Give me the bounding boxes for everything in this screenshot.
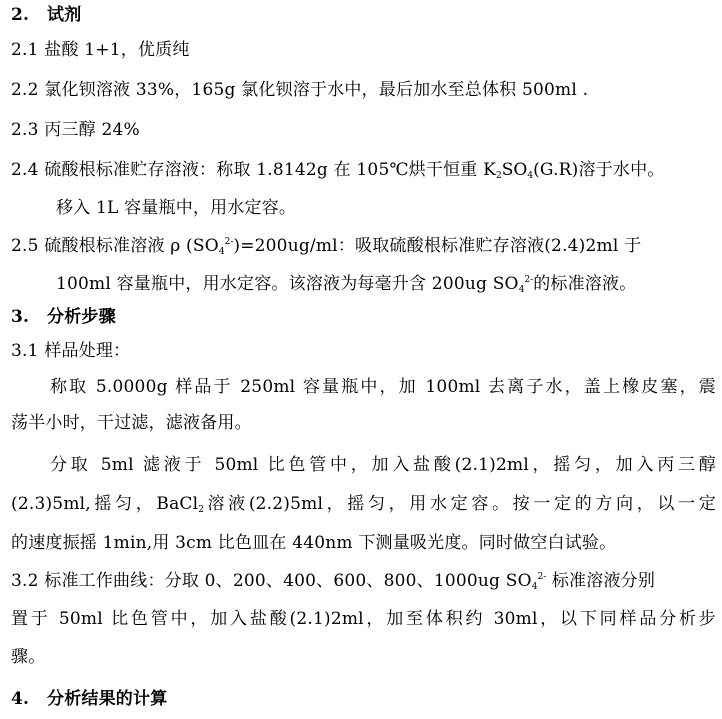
item-text: )=200ug/ml：吸取硫酸根标准贮存溶液(2.4)2ml 于 bbox=[233, 236, 642, 256]
subscript: 2 bbox=[198, 505, 204, 515]
paragraph-2-line-2 bbox=[11, 491, 716, 517]
section-number: 3. bbox=[11, 307, 30, 327]
subscript: 4 bbox=[527, 171, 534, 181]
item-2-4 bbox=[11, 157, 716, 183]
superscript: 2- bbox=[524, 275, 534, 285]
section-number: 4. bbox=[11, 689, 30, 709]
subscript: 2 bbox=[496, 171, 502, 181]
subscript: 4 bbox=[518, 285, 525, 295]
item-text: 3.2 标准工作曲线：分取 0、200、400、600、800、1000ug SO bbox=[11, 571, 532, 591]
item-3-2-line-2: 置于 50ml 比色管中，加入盐酸(2.1)2ml，加至体积约 30ml，以下同样品分析步 bbox=[11, 609, 716, 629]
item-text: 的标准溶液。 bbox=[533, 274, 637, 294]
paragraph-2-line-1: 分取 5ml 滤液于 50ml 比色管中，加入盐酸(2.1)2ml，摇匀，加入丙三醇 bbox=[50, 455, 716, 475]
item-2-4-continuation: 移入 1L 容量瓶中，用水定容。 bbox=[56, 198, 297, 218]
subscript: 4 bbox=[531, 582, 538, 592]
item-3-2 bbox=[11, 568, 716, 594]
section-number: 2. bbox=[11, 5, 30, 25]
section-title: 分析结果的计算 bbox=[47, 689, 168, 709]
superscript: 2- bbox=[537, 572, 547, 582]
item-2-1: 2.1 盐酸 1+1，优质纯 bbox=[11, 40, 190, 60]
item-3-1: 3.1 样品处理： bbox=[11, 341, 131, 361]
item-3-2-line-3: 骤。 bbox=[11, 647, 46, 667]
item-2-3: 2.3 丙三醇 24% bbox=[11, 120, 140, 140]
paragraph-1-line-2: 荡半小时，干过滤，滤液备用。 bbox=[11, 413, 252, 433]
item-text: SO bbox=[501, 160, 528, 180]
superscript: 2- bbox=[224, 237, 234, 247]
item-text: 标准溶液分别 bbox=[546, 571, 656, 591]
paragraph-1-line-1: 称取 5.0000g 样品于 250ml 容量瓶中，加 100ml 去离子水，盖上橡皮塞，震 bbox=[50, 377, 716, 397]
item-2-5 bbox=[11, 233, 716, 259]
section-heading-4 bbox=[11, 686, 716, 712]
item-text: 溶液(2.2)5ml，摇匀，用水定容。按一定的方向，以一定 bbox=[204, 494, 716, 514]
section-title: 试剂 bbox=[47, 5, 82, 25]
item-2-5-continuation bbox=[56, 271, 716, 297]
section-heading-2 bbox=[11, 2, 716, 28]
item-text: 100ml 容量瓶中，用水定容。该溶液为每毫升含 200ug SO bbox=[56, 274, 519, 294]
subscript: 4 bbox=[218, 247, 225, 257]
item-2-2: 2.2 氯化钡溶液 33%，165g 氯化钡溶于水中，最后加水至总体积 500ml . bbox=[11, 80, 589, 100]
item-text: 2.4 硫酸根标准贮存溶液：称取 1.8142g 在 105℃烘干恒重 K bbox=[11, 160, 496, 180]
item-text: 2.5 硫酸根标准溶液 ρ (SO bbox=[11, 236, 219, 256]
paragraph-2-line-3: 的速度振摇 1min,用 3cm 比色皿在 440nm 下测量吸光度。同时做空白试验。 bbox=[11, 533, 617, 553]
item-text: (G.R)溶于水中。 bbox=[533, 160, 665, 180]
section-heading-3 bbox=[11, 304, 716, 330]
item-text: (2.3)5ml,摇匀，BaCl bbox=[11, 494, 199, 514]
section-title: 分析步骤 bbox=[47, 307, 116, 327]
